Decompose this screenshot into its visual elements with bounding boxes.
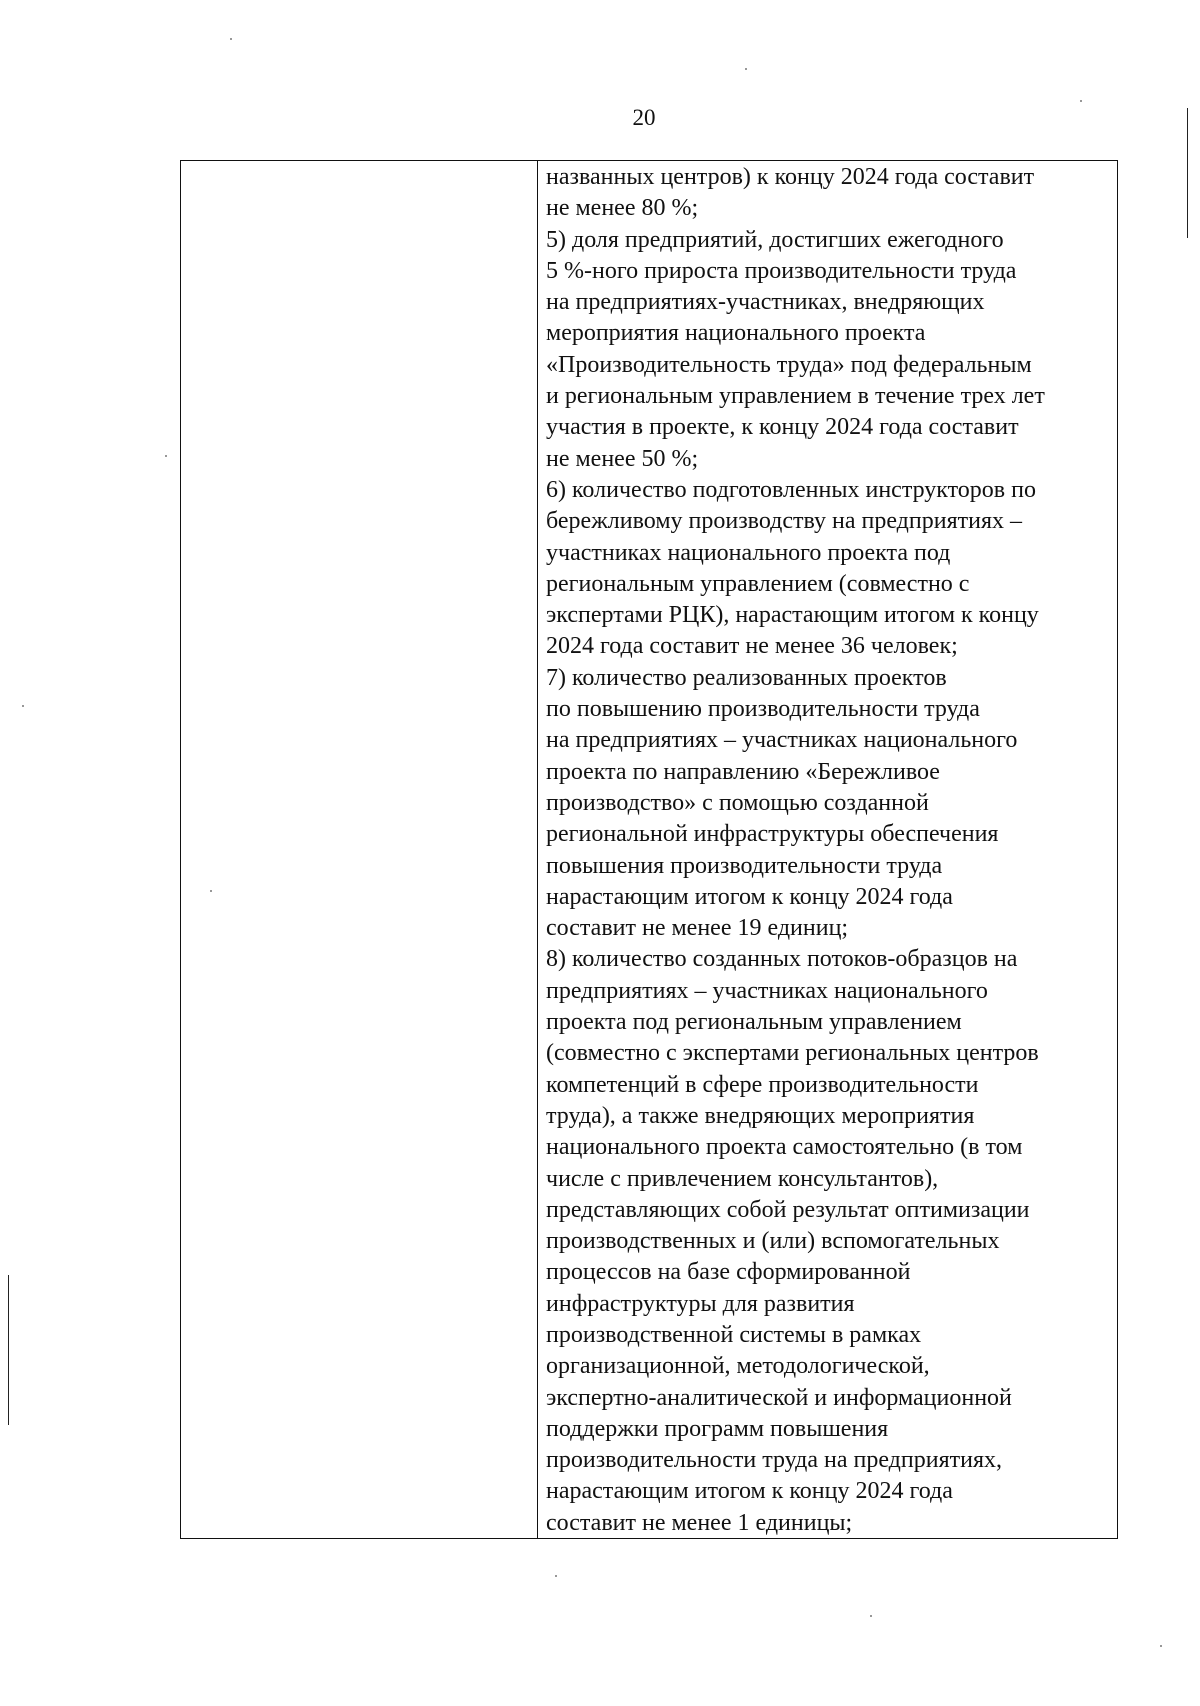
- text-line: и региональным управлением в течение трех лет: [546, 383, 1045, 410]
- scan-speck: [1080, 100, 1082, 102]
- text-line: участия в проекте, к концу 2024 года составит: [546, 414, 1019, 441]
- text-line: составит не менее 19 единиц;: [546, 915, 849, 942]
- scan-speck: [1160, 1645, 1162, 1647]
- text-line: бережливому производству на предприятиях –: [546, 508, 1022, 535]
- text-line: инфраструктуры для развития: [546, 1290, 855, 1317]
- text-line: не менее 80 %;: [546, 195, 699, 222]
- text-line: поддержки программ повышения: [546, 1415, 889, 1442]
- scan-margin-line: [8, 1275, 9, 1425]
- text-line: труда), а также внедряющих мероприятия: [546, 1102, 975, 1129]
- text-line: не менее 50 %;: [546, 445, 699, 472]
- scan-margin-line: [1187, 108, 1188, 238]
- text-line: производство» с помощью созданной: [546, 789, 929, 816]
- text-line: процессов на базе сформированной: [546, 1259, 911, 1286]
- scan-speck: [210, 890, 212, 892]
- text-line: нарастающим итогом к концу 2024 года: [546, 1478, 953, 1505]
- scan-speck: [555, 1575, 557, 1577]
- scan-speck: [165, 455, 167, 457]
- scan-speck: [745, 68, 747, 70]
- text-line: по повышению производительности труда: [546, 696, 980, 723]
- text-line: названных центров) к концу 2024 года составит: [546, 164, 1035, 190]
- text-line: экспертно-аналитической и информационной: [546, 1384, 1012, 1411]
- text-line: экспертами РЦК), нарастающим итогом к концу: [546, 602, 1039, 629]
- table-right-cell: [538, 161, 1117, 1538]
- text-line: проекта по направлению «Бережливое: [546, 758, 940, 785]
- text-line: производственной системы в рамках: [546, 1321, 922, 1348]
- text-line: на предприятиях – участниках национального: [546, 727, 1018, 754]
- text-line: национального проекта самостоятельно (в том: [546, 1134, 1023, 1161]
- text-line: представляющих собой результат оптимизации: [546, 1196, 1030, 1223]
- text-line: 5 %-ного прироста производительности труда: [546, 257, 1017, 284]
- text-line: региональным управлением (совместно с: [546, 570, 970, 597]
- text-line: организационной, методологической,: [546, 1353, 930, 1380]
- text-line: компетенций в сфере производительности: [546, 1071, 979, 1098]
- text-line: составит не менее 1 единицы;: [546, 1509, 853, 1536]
- text-line: 5) доля предприятий, достигших ежегодного: [546, 226, 1004, 253]
- text-line: производственных и (или) вспомогательных: [546, 1228, 1000, 1255]
- text-line: 8) количество созданных потоков-образцов на: [546, 946, 1018, 973]
- scan-speck: [870, 1615, 872, 1617]
- text-line: числе с привлечением консультантов),: [546, 1165, 939, 1192]
- text-line: региональной инфраструктуры обеспечения: [546, 821, 999, 848]
- text-line: 6) количество подготовленных инструкторов по: [546, 476, 1036, 503]
- scan-speck: [230, 38, 232, 40]
- scan-speck: [22, 705, 24, 707]
- text-line: мероприятия национального проекта: [546, 320, 926, 347]
- text-line: участниках национального проекта под: [546, 539, 951, 566]
- text-line: нарастающим итогом к концу 2024 года: [546, 883, 953, 910]
- document-table: [180, 160, 1118, 1539]
- page-number: 20: [632, 105, 656, 130]
- text-line: повышения производительности труда: [546, 852, 943, 879]
- text-line: 7) количество реализованных проектов: [546, 664, 947, 691]
- text-line: производительности труда на предприятиях,: [546, 1447, 1002, 1474]
- text-line: проекта под региональным управлением: [546, 1009, 962, 1036]
- text-line: предприятиях – участниках национального: [546, 977, 988, 1004]
- text-line: на предприятиях-участниках, внедряющих: [546, 289, 985, 316]
- table-left-cell: [181, 161, 538, 1538]
- text-line: (совместно с экспертами региональных центров: [546, 1040, 1039, 1067]
- text-line: 2024 года составит не менее 36 человек;: [546, 633, 958, 660]
- text-line: «Производительность труда» под федеральным: [546, 351, 1032, 378]
